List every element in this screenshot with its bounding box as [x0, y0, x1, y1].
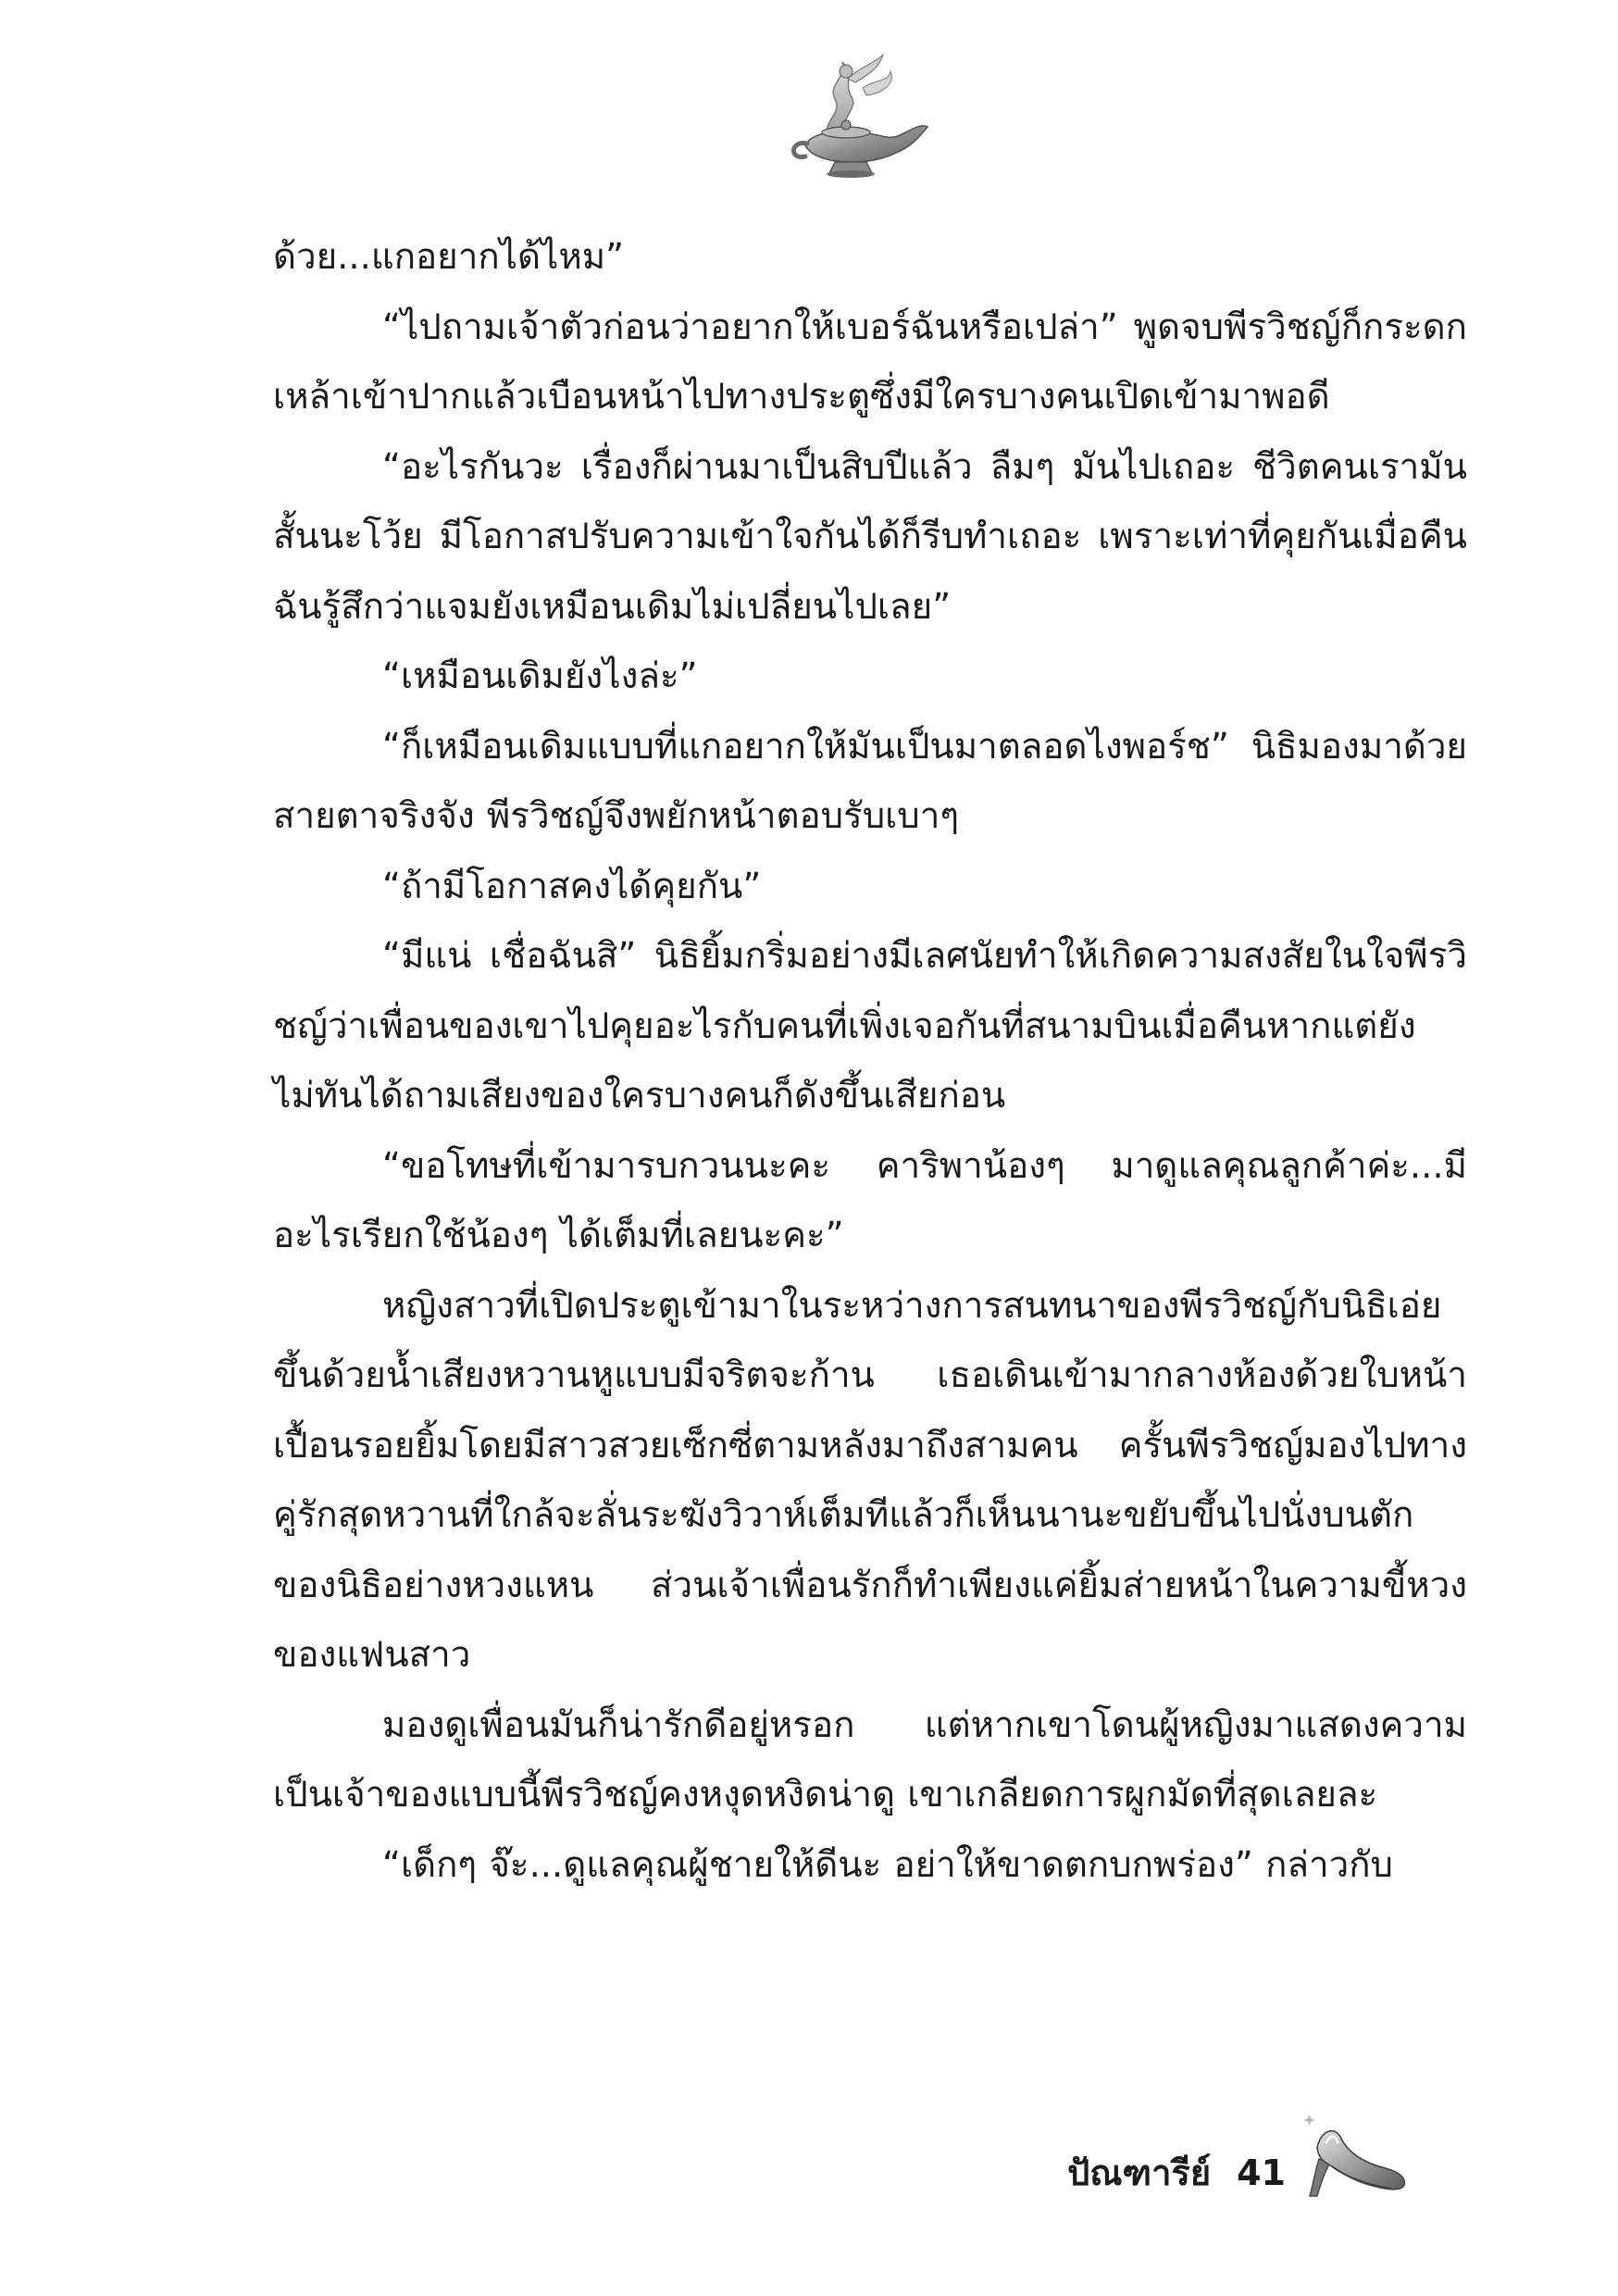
- paragraph: “เด็กๆ จ๊ะ...ดูแลคุณผู้ชายให้ดีนะ อย่าให้ขาดตกบกพร่อง” กล่าวกับ: [382, 1843, 1393, 1886]
- paragraph: “ขอโทษที่เข้ามารบกวนนะคะ คาริพาน้องๆ มาดูแลคุณลูกค้าค่ะ...มีอะไรเรียกใช้น้องๆ ได้เต็มที่เลยนะคะ”: [273, 1144, 1467, 1256]
- paragraph: “เหมือนเดิมยังไงล่ะ”: [382, 655, 698, 697]
- paragraph: “อะไรกันวะ เรื่องก็ผ่านมาเป็นสิบปีแล้ว ลืมๆ มันไปเถอะ ชีวิตคนเรามันสั้นนะโว้ย มีโอกาสปรับความเข้าใจกันได้ก็รีบทำเถอะ เพราะเท่าที่คุยกันเมื่อคืน ฉันรู้สึกว่าแจมยังเหมือนเดิมไม่เปลี่ยนไปเลย”: [273, 445, 1467, 628]
- paragraph: “ก็เหมือนเดิมแบบที่แกอยากให้มันเป็นมาตลอดไงพอร์ช” นิธิมองมาด้วยสายตาจริงจัง พีรวิชญ์จึงพยักหน้าตอบรับเบาๆ: [273, 725, 1467, 837]
- paragraph: “ถ้ามีโอกาสคงได้คุยกัน”: [382, 865, 762, 907]
- paragraph: “ไปถามเจ้าตัวก่อนว่าอยากให้เบอร์ฉันหรือเปล่า” พูดจบพีรวิชญ์ก็กระดกเหล้าเข้าปากแล้วเบือนหน้าไปทางประตูซึ่งมีใครบางคนเปิดเข้ามาพอดี: [273, 306, 1467, 418]
- page-number: 41: [1237, 2152, 1286, 2193]
- paragraph: หญิงสาวที่เปิดประตูเข้ามาในระหว่างการสนทนาของพีรวิชญ์กับนิธิเอ่ยขึ้นด้วยน้ำเสียงหวานหูแบบมีจริตจะก้าน เธอเดินเข้ามากลางห้องด้วยใบหน้าเปื้อนรอยยิ้มโดยมีสาวสวยเซ็กซี่ตามหลังมาถึงสามคน ครั้นพีรวิชญ์มองไปทางคู่รักสุดหวานที่ใกล้จะลั่นระฆังวิวาห์เต็มทีแล้วก็เห็นนานะขยับขึ้นไปนั่งบนตักของนิธิอย่างหวงแหน ส่วนเจ้าเพื่อนรักก็ทำเพียงแค่ยิ้มส่ายหน้าในความขี้หวงของแฟนสาว: [273, 1284, 1467, 1676]
- body-text: [273, 222, 1467, 1900]
- genie-lamp-icon: [774, 51, 931, 181]
- paragraph: ด้วย...แกอยากได้ไหม”: [273, 236, 625, 278]
- book-title: ปัณฑารีย์: [1067, 2152, 1212, 2193]
- page-footer: [1067, 2102, 1410, 2203]
- paragraph: มองดูเพื่อนมันก็น่ารักดีอยู่หรอก แต่หากเขาโดนผู้หญิงมาแสดงความเป็นเจ้าของแบบนี้พีรวิชญ์คงหงุดหงิดน่าดู เขาเกลียดการผูกมัดที่สุดเลยละ: [273, 1703, 1467, 1816]
- paragraph: “มีแน่ เชื่อฉันสิ” นิธิยิ้มกริ่มอย่างมีเลศนัยทำให้เกิดความสงสัยในใจพีรวิชญ์ว่าเพื่อนของเขาไปคุยอะไรกับคนที่เพิ่งเจอกันที่สนามบินเมื่อคืนหากแต่ยังไม่ทันได้ถามเสียงของใครบางคนก็ดังขึ้นเสียก่อน: [273, 935, 1467, 1117]
- high-heel-shoe-icon: [1299, 2111, 1410, 2203]
